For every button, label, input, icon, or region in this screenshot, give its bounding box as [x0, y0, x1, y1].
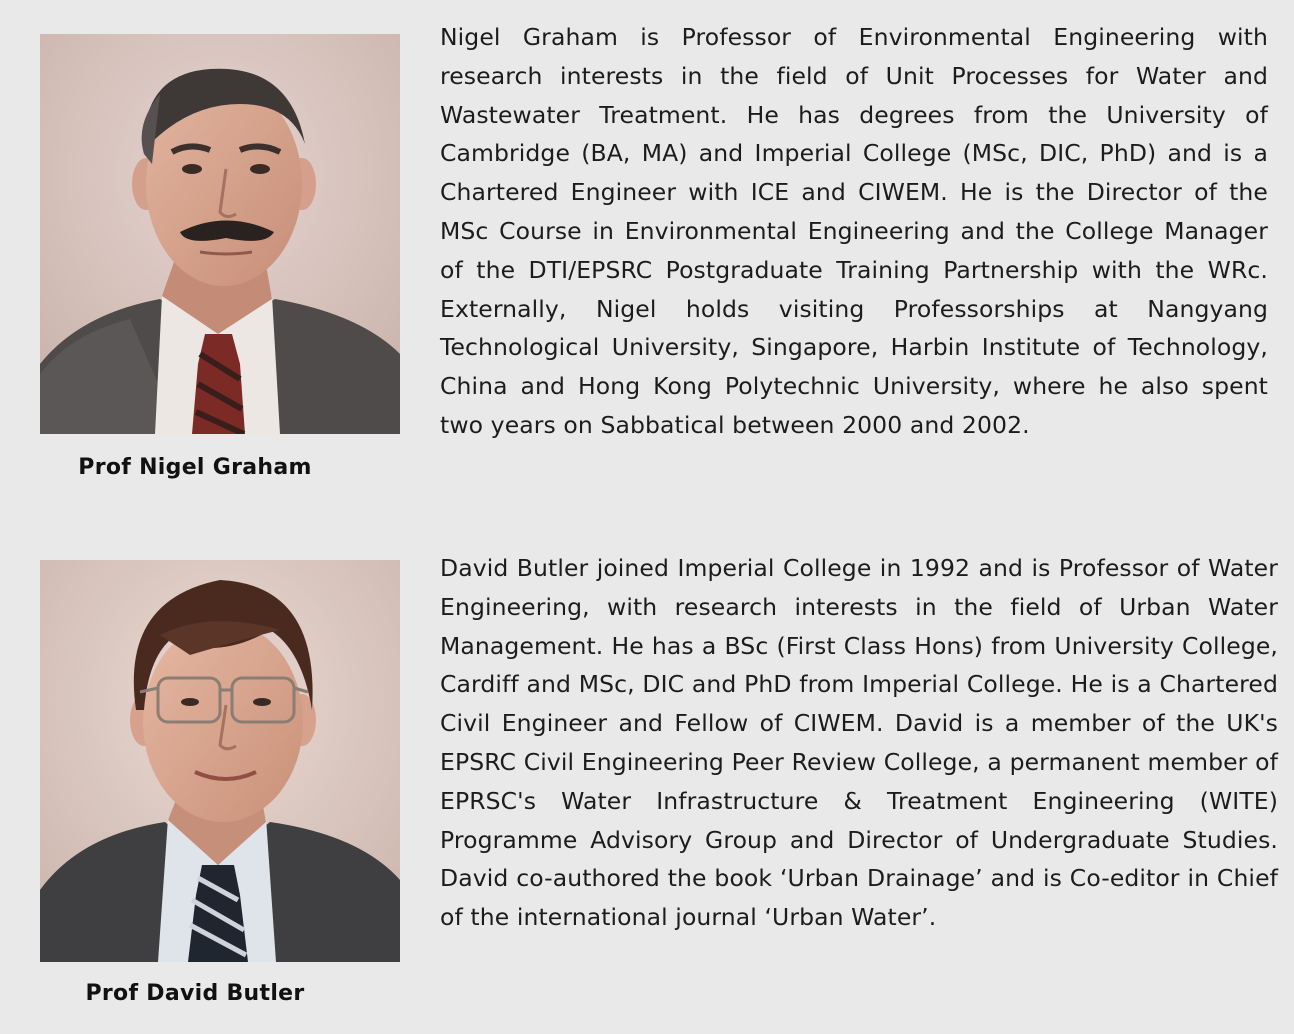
- portrait-image: [40, 560, 400, 962]
- portrait-caption: Prof David Butler: [85, 981, 305, 1006]
- portrait-caption: Prof Nigel Graham: [78, 455, 312, 480]
- portrait-photo-david-butler: [40, 560, 400, 962]
- biography-text: Nigel Graham is Professor of Environmental Engineering with research interests in the field of Unit Processes for Water and Wastewater Treatment. He has degrees from the University of Cambridge (BA, MA) and Imperial College (MSc, DIC, PhD) and is a Chartered Engineer with ICE and CIWEM. He is the Director of the MSc Course in Environmental Engineering and the College Manager of the DTI/EPSRC Postgraduate Training Partnership with the WRc. Externally, Nigel holds visiting Professorships at Nangyang Technological University, Singapore, Harbin Institute of Technology, China and Hong Kong Polytechnic University, where he also spent two years on Sabbatical between 2000 and 2002.: [440, 23, 1268, 439]
- biography-text: David Butler joined Imperial College in 1992 and is Professor of Water Engineering, with research interests in the field of Urban Water Management. He has a BSc (First Class Hons) from University College, Cardiff and MSc, DIC and PhD from Imperial College. He is a Chartered Civil Engineer and Fellow of CIWEM. David is a member of the UK's EPSRC Civil Engineering Peer Review College, a permanent member of EPRSC's Water Infrastructure & Treatment Engineering (WITE) Programme Advisory Group and Director of Undergraduate Studies. David co-authored the book ‘Urban Drainage’ and is Co-editor in Chief of the international journal ‘Urban Water’.: [440, 554, 1278, 932]
- portrait-image: [40, 34, 400, 434]
- portrait-photo-nigel-graham: [40, 34, 400, 434]
